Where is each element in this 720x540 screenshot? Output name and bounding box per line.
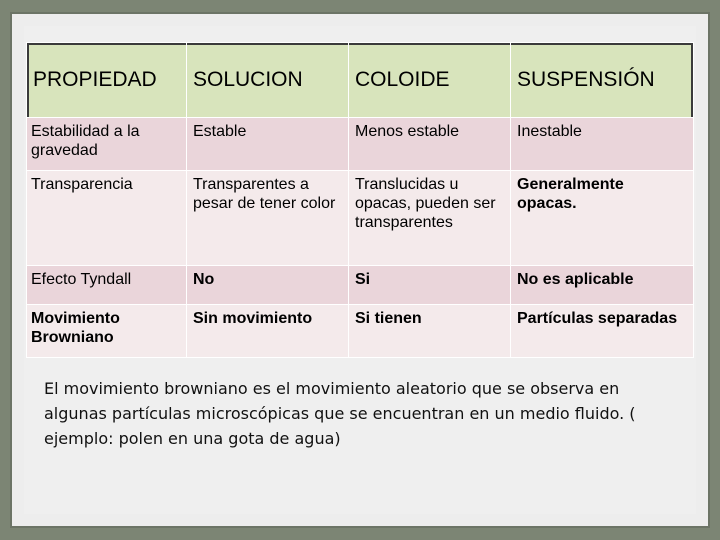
cell-coloide: Translucidas u opacas, pueden ser transparentes (349, 171, 511, 266)
table-row (27, 305, 694, 358)
header-suspension: SUSPENSIÓN (511, 43, 694, 118)
cell-coloide: Si (349, 266, 511, 305)
cell-coloide: Menos estable (349, 118, 511, 171)
properties-table (26, 42, 694, 358)
cell-property: Movimiento Browniano (27, 305, 187, 358)
cell-solucion: Estable (187, 118, 349, 171)
table-row (27, 171, 694, 266)
cell-suspension: Generalmente opacas. (511, 171, 694, 266)
cell-solucion: Sin movimiento (187, 305, 349, 358)
cell-property: Estabilidad a la gravedad (27, 118, 187, 171)
cell-property: Transparencia (27, 171, 187, 266)
table-row (27, 118, 694, 171)
table-row (27, 266, 694, 305)
header-propiedad: PROPIEDAD (27, 43, 187, 118)
cell-coloide: Si tienen (349, 305, 511, 358)
cell-suspension: Inestable (511, 118, 694, 171)
cell-solucion: No (187, 266, 349, 305)
cell-property: Efecto Tyndall (27, 266, 187, 305)
cell-suspension: Partículas separadas (511, 305, 694, 358)
header-coloide: COLOIDE (349, 43, 511, 118)
brownian-note: El movimiento browniano es el movimiento aleatorio que se observa en algunas partículas microscópicas que se encuentran en un medio fluido. ( ejemplo: polen en una gota de agua) (44, 379, 636, 448)
header-solucion: SOLUCION (187, 43, 349, 118)
cell-solucion: Transparentes a pesar de tener color (187, 171, 349, 266)
table-header-row (27, 43, 694, 118)
cell-suspension: No es aplicable (511, 266, 694, 305)
